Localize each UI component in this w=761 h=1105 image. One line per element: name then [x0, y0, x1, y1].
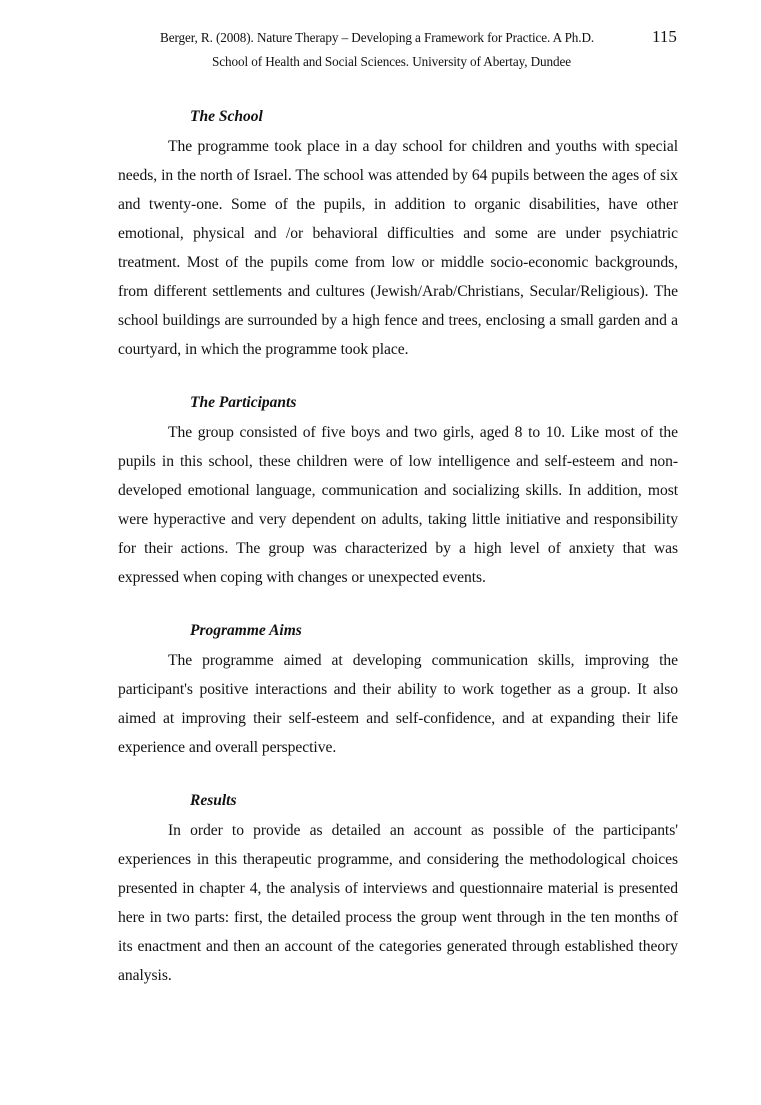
- header-institution: School of Health and Social Sciences. University of Abertay, Dundee: [212, 54, 572, 69]
- section-programme-aims: [118, 618, 678, 762]
- section-heading: The School: [190, 108, 263, 125]
- section-the-school: [118, 104, 678, 364]
- section-the-participants: [118, 390, 678, 592]
- page-body: [118, 104, 678, 1016]
- section-results: [118, 788, 678, 990]
- section-paragraph: The programme took place in a day school for children and youths with special needs, in the north of Israel. The school was attended by 64 pupils between the ages of six and twenty-one. Some of the pupils, in addition to organic disabilities, have other emotional, physical and /or behavioral difficulties and some are under psychiatric treatment. Most of the pupils come from low or middle socio-economic backgrounds, from different settlements and cultures (Jewish/Arab/Christians, Secular/Religious). The school buildings are surrounded by a high fence and trees, enclosing a small garden and a courtyard, in which the programme took place.: [118, 138, 678, 358]
- section-heading: The Participants: [190, 394, 297, 411]
- section-heading: Programme Aims: [190, 622, 302, 639]
- section-heading: Results: [190, 792, 237, 809]
- header-citation: Berger, R. (2008). Nature Therapy – Developing a Framework for Practice. A Ph.D.: [160, 30, 595, 45]
- section-paragraph: The group consisted of five boys and two girls, aged 8 to 10. Like most of the pupils in this school, these children were of low intelligence and self-esteem and non-developed emotional language, communication and socializing skills. In addition, most were hyperactive and very dependent on adults, taking little initiative and responsibility for their actions. The group was characterized by a high level of anxiety that was expressed when coping with changes or unexpected events.: [118, 424, 678, 586]
- section-paragraph: The programme aimed at developing communication skills, improving the participant's positive interactions and their ability to work together as a group. It also aimed at improving their self-esteem and self-confidence, and at expanding their life experience and overall perspective.: [118, 652, 678, 756]
- page-number: 115: [652, 27, 677, 46]
- section-paragraph: In order to provide as detailed an account as possible of the participants' experiences in this therapeutic programme, and considering the methodological choices presented in chapter 4, the analysis of interviews and questionnaire material is presented here in two parts: first, the detailed process the group went through in the ten months of its enactment and then an account of the categories generated through established theory analysis.: [118, 822, 678, 984]
